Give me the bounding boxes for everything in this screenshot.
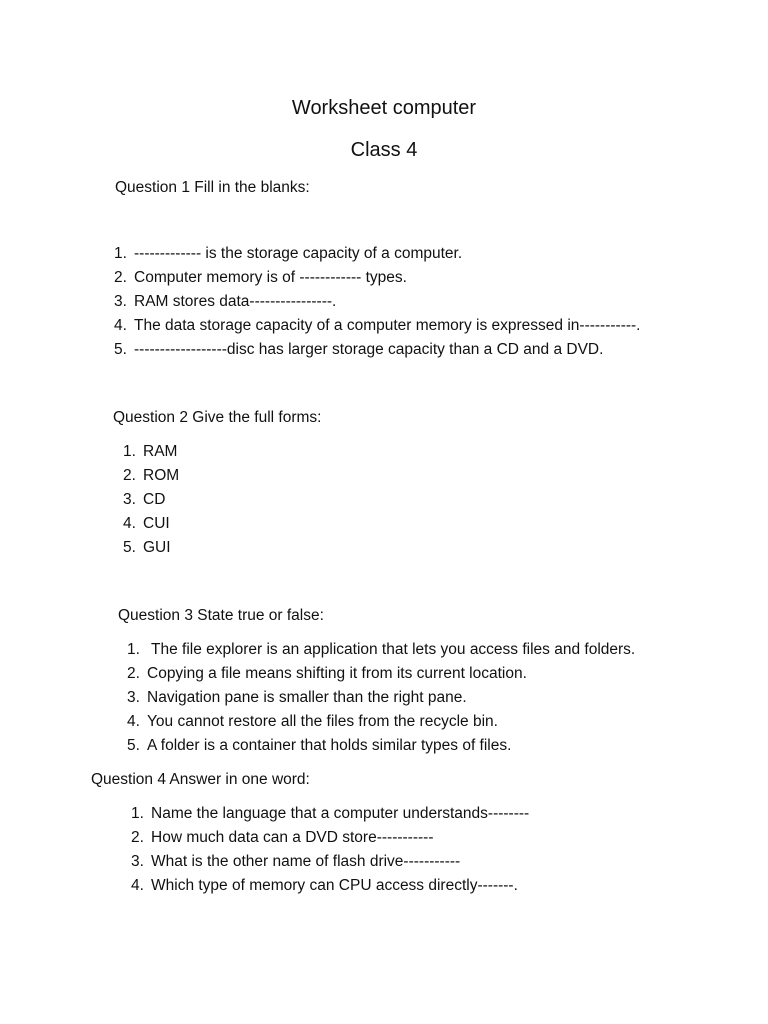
list-item xyxy=(114,340,603,360)
item-text: CUI xyxy=(143,515,170,532)
list-item xyxy=(127,736,511,756)
item-number: 5. xyxy=(127,737,140,754)
item-number: 4. xyxy=(123,515,136,532)
item-text: The data storage capacity of a computer memory is expressed in-----------. xyxy=(134,317,641,334)
item-number: 2. xyxy=(114,269,127,286)
question-2-heading: Question 2 Give the full forms: xyxy=(113,409,322,426)
question-4-heading: Question 4 Answer in one word: xyxy=(91,771,310,788)
list-item xyxy=(114,268,407,288)
list-item xyxy=(127,664,527,684)
item-number: 1. xyxy=(114,245,127,262)
item-text: Navigation pane is smaller than the right pane. xyxy=(147,689,467,706)
item-number: 3. xyxy=(123,491,136,508)
item-number: 2. xyxy=(123,467,136,484)
item-number: 1. xyxy=(131,805,144,822)
item-number: 4. xyxy=(131,877,144,894)
item-number: 5. xyxy=(114,341,127,358)
item-number: 5. xyxy=(123,539,136,556)
list-item xyxy=(127,688,467,708)
item-text: How much data can a DVD store----------- xyxy=(151,829,434,846)
question-1-heading: Question 1 Fill in the blanks: xyxy=(115,179,310,196)
item-text: Computer memory is of ------------ types. xyxy=(134,269,407,286)
list-item xyxy=(127,640,635,660)
question-3-heading: Question 3 State true or false: xyxy=(118,607,324,624)
list-item xyxy=(131,876,518,896)
list-item xyxy=(114,316,641,336)
list-item xyxy=(123,514,170,534)
item-text: Copying a file means shifting it from its current location. xyxy=(147,665,527,682)
item-text: The file explorer is an application that lets you access files and folders. xyxy=(147,641,636,658)
item-number: 2. xyxy=(127,665,140,682)
item-text: You cannot restore all the files from the recycle bin. xyxy=(147,713,498,730)
list-item xyxy=(123,466,179,486)
item-number: 2. xyxy=(131,829,144,846)
list-item xyxy=(131,828,434,848)
list-item xyxy=(114,244,462,264)
list-item xyxy=(127,712,498,732)
list-item xyxy=(131,804,529,824)
item-text: Which type of memory can CPU access directly-------. xyxy=(151,877,518,894)
item-text: ------------------disc has larger storage capacity than a CD and a DVD. xyxy=(134,341,604,358)
item-number: 3. xyxy=(114,293,127,310)
list-item xyxy=(114,292,336,312)
item-number: 1. xyxy=(127,641,140,658)
item-text: RAM stores data----------------. xyxy=(134,293,337,310)
page-title: Worksheet computer xyxy=(291,97,477,119)
item-text: ------------- is the storage capacity of a computer. xyxy=(134,245,463,262)
item-text: ROM xyxy=(143,467,180,484)
list-item xyxy=(123,442,177,462)
list-item xyxy=(123,538,171,558)
item-text: GUI xyxy=(143,539,171,556)
item-text: RAM xyxy=(143,443,178,460)
item-number: 4. xyxy=(114,317,127,334)
item-number: 3. xyxy=(127,689,140,706)
item-text: Name the language that a computer understands-------- xyxy=(151,805,530,822)
item-number: 1. xyxy=(123,443,136,460)
item-number: 4. xyxy=(127,713,140,730)
item-text: A folder is a container that holds similar types of files. xyxy=(147,737,512,754)
item-number: 3. xyxy=(131,853,144,870)
item-text: What is the other name of flash drive----------- xyxy=(151,853,461,870)
page-subtitle: Class 4 xyxy=(350,139,418,161)
item-text: CD xyxy=(143,491,166,508)
list-item xyxy=(131,852,460,872)
list-item xyxy=(123,490,165,510)
